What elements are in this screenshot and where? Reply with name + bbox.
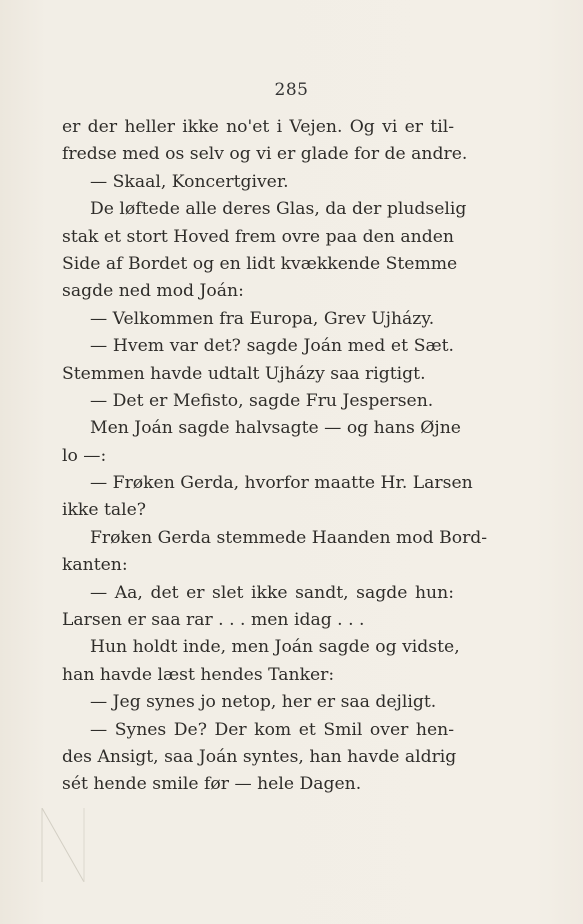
text-line: stak et stort Hoved frem ovre paa den anden xyxy=(62,226,454,247)
page-number: 285 xyxy=(274,80,309,100)
text-line: — Velkommen fra Europa, Grev Ujházy. xyxy=(90,308,435,329)
text-line: fredse med os selv og vi er glade for de andre. xyxy=(62,144,468,165)
text-line: Stemmen havde udtalt Ujházy saa rigtigt. xyxy=(62,363,426,384)
text-line: han havde læst hendes Tanker: xyxy=(62,664,335,685)
page-tab-mark xyxy=(40,808,86,882)
text-line: — Aa, det er slet ikke sandt, sagde hun: xyxy=(90,582,454,603)
body-text xyxy=(62,114,488,799)
text-line: — Det er Mefisto, sagde Fru Jespersen. xyxy=(90,390,434,411)
text-line: Men Joán sagde halvsagte — og hans Øjne xyxy=(90,418,461,439)
text-line: lo —: xyxy=(62,445,107,466)
text-line: sét hende smile før — hele Dagen. xyxy=(62,774,362,795)
text-line: — Hvem var det? sagde Joán med et Sæt. xyxy=(90,336,454,357)
text-line: kanten: xyxy=(62,555,128,576)
text-line: sagde ned mod Joán: xyxy=(62,281,244,302)
text-line: ikke tale? xyxy=(62,500,146,521)
text-line: Larsen er saa rar . . . men idag . . . xyxy=(62,610,365,631)
text-line: — Synes De? Der kom et Smil over hen- xyxy=(90,719,454,740)
text-line: Frøken Gerda stemmede Haanden mod Bord- xyxy=(90,527,488,548)
text-line: De løftede alle deres Glas, da der pludselig xyxy=(90,199,467,220)
text-line: des Ansigt, saa Joán syntes, han havde aldrig xyxy=(62,746,457,767)
text-line: er der heller ikke no'et i Vejen. Og vi er til- xyxy=(62,117,454,137)
text-line: — Skaal, Koncertgiver. xyxy=(90,171,289,192)
text-line: — Frøken Gerda, hvorfor maatte Hr. Larsen xyxy=(90,473,473,494)
text-line: Side af Bordet og en lidt kvækkende Stemme xyxy=(62,253,458,274)
text-line: Hun holdt inde, men Joán sagde og vidste, xyxy=(90,637,460,658)
text-line: — Jeg synes jo netop, her er saa dejligt. xyxy=(90,692,437,713)
